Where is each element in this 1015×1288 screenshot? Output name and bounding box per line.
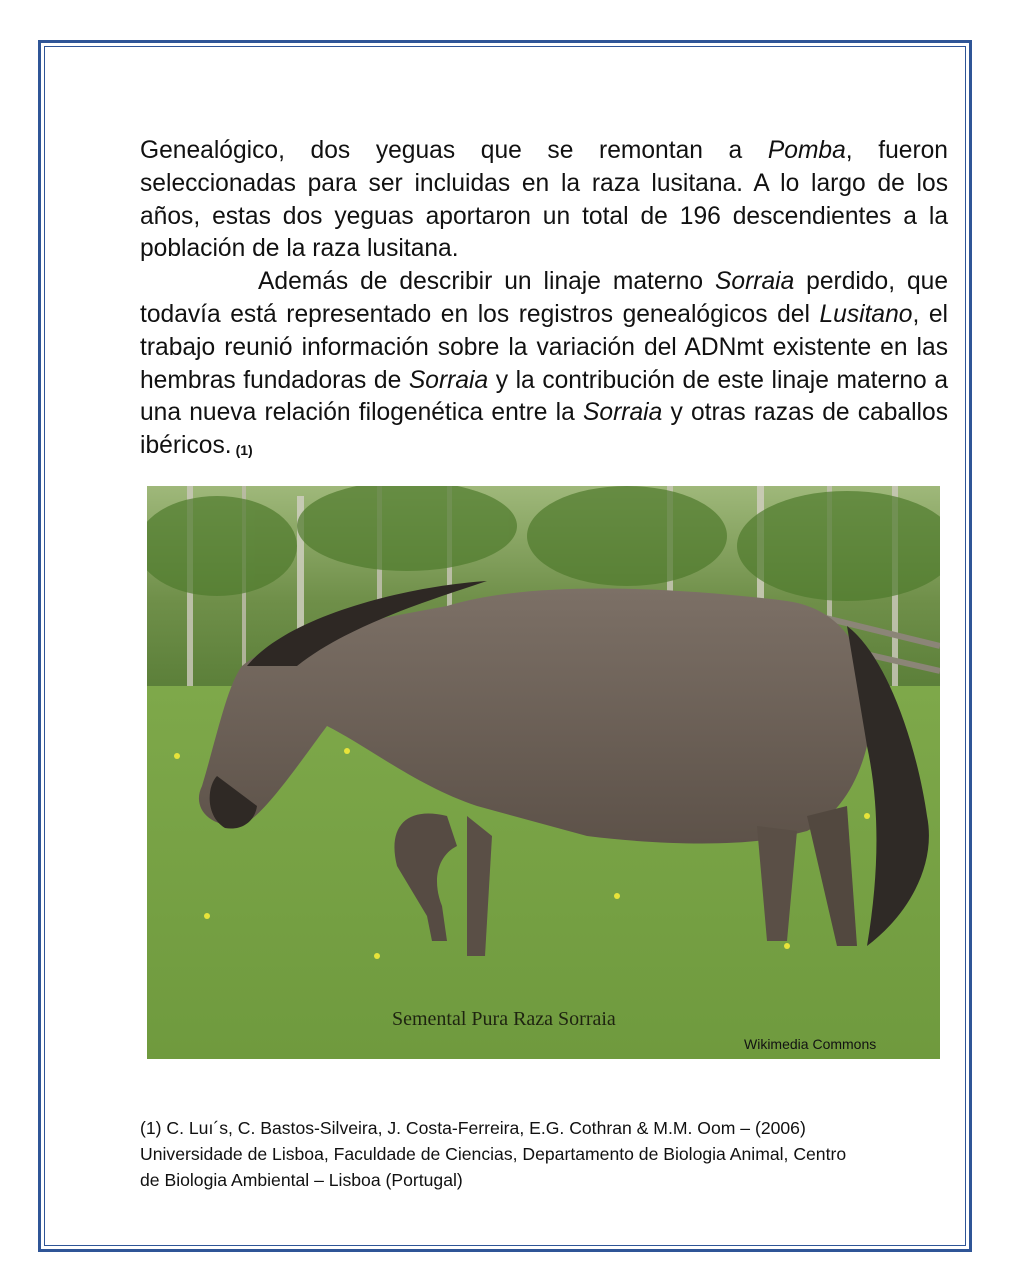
p2-italic-sorraia-3: Sorraia: [583, 399, 663, 427]
p2-text-1: Además de describir un linaje materno: [258, 268, 715, 296]
p2-italic-sorraia-1: Sorraia: [714, 268, 795, 296]
p2-italic-lusitano: Lusitano: [819, 300, 913, 328]
p2-text-3: , el trabajo reunió información sobre la variación del ADNmt existente en las hembras fundadoras de: [140, 300, 948, 394]
footnote-line-2: Universidade de Lisboa, Faculdade de Ciencias, Departamento de Biologia Animal, Centro: [140, 1144, 847, 1164]
body-text: [140, 135, 948, 467]
p2-text-5: y otras razas de caballos ibéricos.: [140, 399, 948, 460]
p2-italic-sorraia-2: Sorraia: [408, 366, 489, 394]
photo-credit: Wikimedia Commons: [744, 1036, 877, 1052]
p1-text-1: Genealógico, dos yeguas que se remontan a: [140, 137, 768, 164]
paragraph-1: [140, 135, 948, 266]
footnote-line-3: de Biologia Ambiental – Lisboa (Portugal): [140, 1170, 463, 1190]
p1-text-2: , fueron seleccionadas para ser incluidas en la raza lusitana. A lo largo de los años, estas dos yeguas aportaron un total de 196 descendientes a la población de la raza lusitana.: [140, 137, 948, 263]
horse-photo: [147, 486, 940, 1059]
footnote-line-1: (1) C. Luı´s, C. Bastos-Silveira, J. Costa-Ferreira, E.G. Cothran & M.M. Oom – (2006): [140, 1118, 806, 1138]
horse-photo-illustration: [147, 486, 940, 1059]
p2-text-2: perdido, que todavía está representado en los registros genealógicos del: [140, 268, 948, 328]
footnote-reference[interactable]: (1): [235, 442, 253, 459]
photo-caption: Semental Pura Raza Sorraia: [392, 1008, 616, 1030]
p2-text-4: y la contribución de este linaje materno a una nueva relación filogenética entre la: [140, 366, 948, 427]
paragraph-2: [140, 266, 948, 467]
footnote: [140, 1115, 952, 1193]
p1-italic-pomba: Pomba: [767, 137, 846, 164]
